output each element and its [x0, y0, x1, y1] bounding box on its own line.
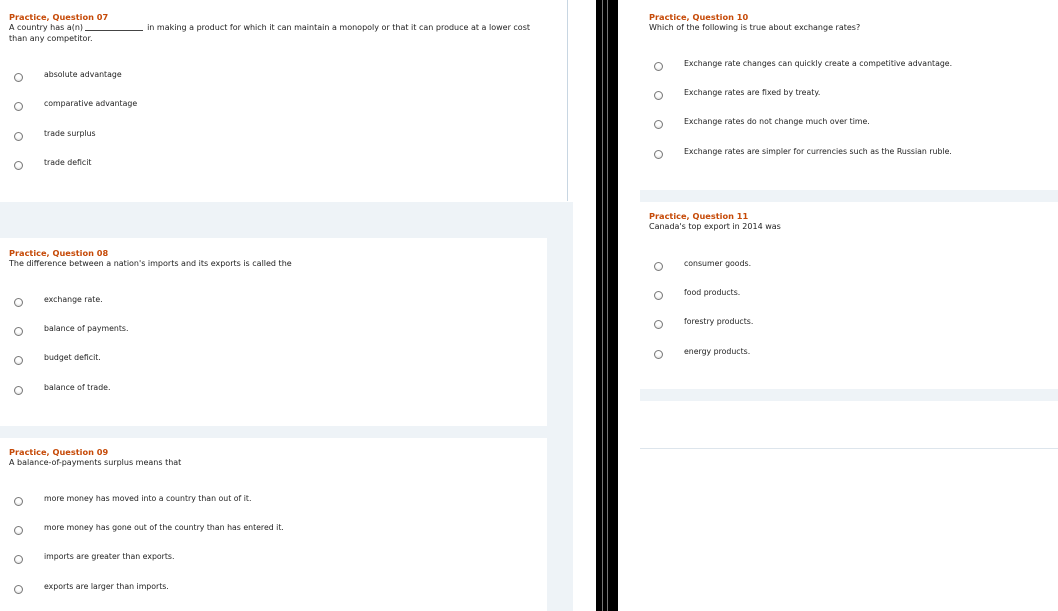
q07-option-3[interactable] — [0, 129, 560, 143]
radio-button[interactable] — [654, 150, 663, 159]
question-10-title: Practice, Question 10 — [649, 12, 749, 22]
q10-option-2-label: Exchange rates are fixed by treaty. — [684, 88, 821, 97]
question-09-card — [0, 438, 547, 611]
question-09-title: Practice, Question 09 — [9, 447, 109, 457]
question-10-card — [640, 0, 1058, 190]
bottom-rule — [640, 448, 1058, 449]
q07-option-2-label: comparative advantage — [44, 99, 138, 108]
question-07-text — [9, 22, 530, 44]
q07-option-3-label: trade surplus — [44, 129, 96, 138]
radio-button[interactable] — [654, 291, 663, 300]
radio-button[interactable] — [14, 327, 23, 336]
q09-option-4[interactable] — [0, 582, 560, 596]
q07-option-4-label: trade deficit — [44, 158, 92, 167]
q09-option-3[interactable] — [0, 552, 560, 566]
radio-button[interactable] — [14, 102, 23, 111]
radio-button[interactable] — [14, 386, 23, 395]
q07-option-1-label: absolute advantage — [44, 70, 122, 79]
q09-option-3-label: imports are greater than exports. — [44, 552, 175, 561]
q10-option-1-label: Exchange rate changes can quickly create a competitive advantage. — [684, 59, 953, 68]
q10-option-4[interactable] — [640, 147, 1058, 161]
q11-option-3-label: forestry products. — [684, 317, 754, 326]
q07-option-2[interactable] — [0, 99, 560, 113]
q10-option-2[interactable] — [640, 88, 1058, 102]
q09-option-2-label: more money has gone out of the country than has entered it. — [44, 523, 284, 532]
right-question-pane — [618, 0, 1058, 611]
q07-option-4[interactable] — [0, 158, 560, 172]
question-07-card — [0, 0, 568, 201]
question-separator — [0, 426, 547, 438]
question-08-title: Practice, Question 08 — [9, 248, 109, 258]
q07-option-1[interactable] — [0, 70, 560, 84]
radio-button[interactable] — [14, 585, 23, 594]
radio-button[interactable] — [14, 356, 23, 365]
q10-option-3[interactable] — [640, 117, 1058, 131]
q08-option-4-label: balance of trade. — [44, 383, 111, 392]
question-07-text-before: A country has a(n) — [9, 23, 84, 32]
radio-button[interactable] — [14, 298, 23, 307]
question-separator — [640, 389, 1058, 401]
question-side-band — [547, 202, 573, 611]
q11-option-4[interactable] — [640, 347, 1058, 361]
question-separator — [0, 202, 573, 238]
q09-option-1[interactable] — [0, 494, 560, 508]
q11-option-2-label: food products. — [684, 288, 741, 297]
radio-button[interactable] — [654, 320, 663, 329]
question-11-text: Canada's top export in 2014 was — [649, 222, 781, 231]
q08-option-4[interactable] — [0, 383, 560, 397]
question-10-text: Which of the following is true about exchange rates? — [649, 23, 861, 32]
q10-option-3-label: Exchange rates do not change much over time. — [684, 117, 870, 126]
radio-button[interactable] — [654, 262, 663, 271]
radio-button[interactable] — [654, 120, 663, 129]
question-11-card — [640, 202, 1058, 389]
q08-option-2[interactable] — [0, 324, 560, 338]
q08-option-3[interactable] — [0, 353, 560, 367]
question-08-card — [0, 238, 547, 426]
radio-button[interactable] — [14, 132, 23, 141]
q09-option-2[interactable] — [0, 523, 560, 537]
radio-button[interactable] — [14, 161, 23, 170]
q09-option-4-label: exports are larger than imports. — [44, 582, 169, 591]
q08-option-2-label: balance of payments. — [44, 324, 129, 333]
question-11-title: Practice, Question 11 — [649, 211, 749, 221]
question-08-text: The difference between a nation's imports and its exports is called the — [9, 259, 292, 268]
pane-divider — [596, 0, 618, 611]
question-07-text-after: in making a product for which it can maintain a monopoly or that it can produce at a lower cost — [147, 23, 531, 32]
q10-option-4-label: Exchange rates are simpler for currencies such as the Russian ruble. — [684, 147, 952, 156]
q10-option-1[interactable] — [640, 59, 1058, 73]
radio-button[interactable] — [654, 62, 663, 71]
answer-blank — [85, 30, 143, 31]
q09-option-1-label: more money has moved into a country than out of it. — [44, 494, 252, 503]
q08-option-3-label: budget deficit. — [44, 353, 101, 362]
radio-button[interactable] — [14, 497, 23, 506]
question-separator — [640, 190, 1058, 202]
q11-option-1-label: consumer goods. — [684, 259, 752, 268]
q08-option-1[interactable] — [0, 295, 560, 309]
radio-button[interactable] — [654, 350, 663, 359]
question-09-text: A balance-of-payments surplus means that — [9, 458, 182, 467]
q11-option-1[interactable] — [640, 259, 1058, 273]
radio-button[interactable] — [654, 91, 663, 100]
q11-option-4-label: energy products. — [684, 347, 751, 356]
radio-button[interactable] — [14, 73, 23, 82]
radio-button[interactable] — [14, 555, 23, 564]
question-07-title: Practice, Question 07 — [9, 12, 109, 22]
q08-option-1-label: exchange rate. — [44, 295, 103, 304]
question-07-text-line2: than any competitor. — [9, 34, 93, 43]
q11-option-3[interactable] — [640, 317, 1058, 331]
q11-option-2[interactable] — [640, 288, 1058, 302]
radio-button[interactable] — [14, 526, 23, 535]
